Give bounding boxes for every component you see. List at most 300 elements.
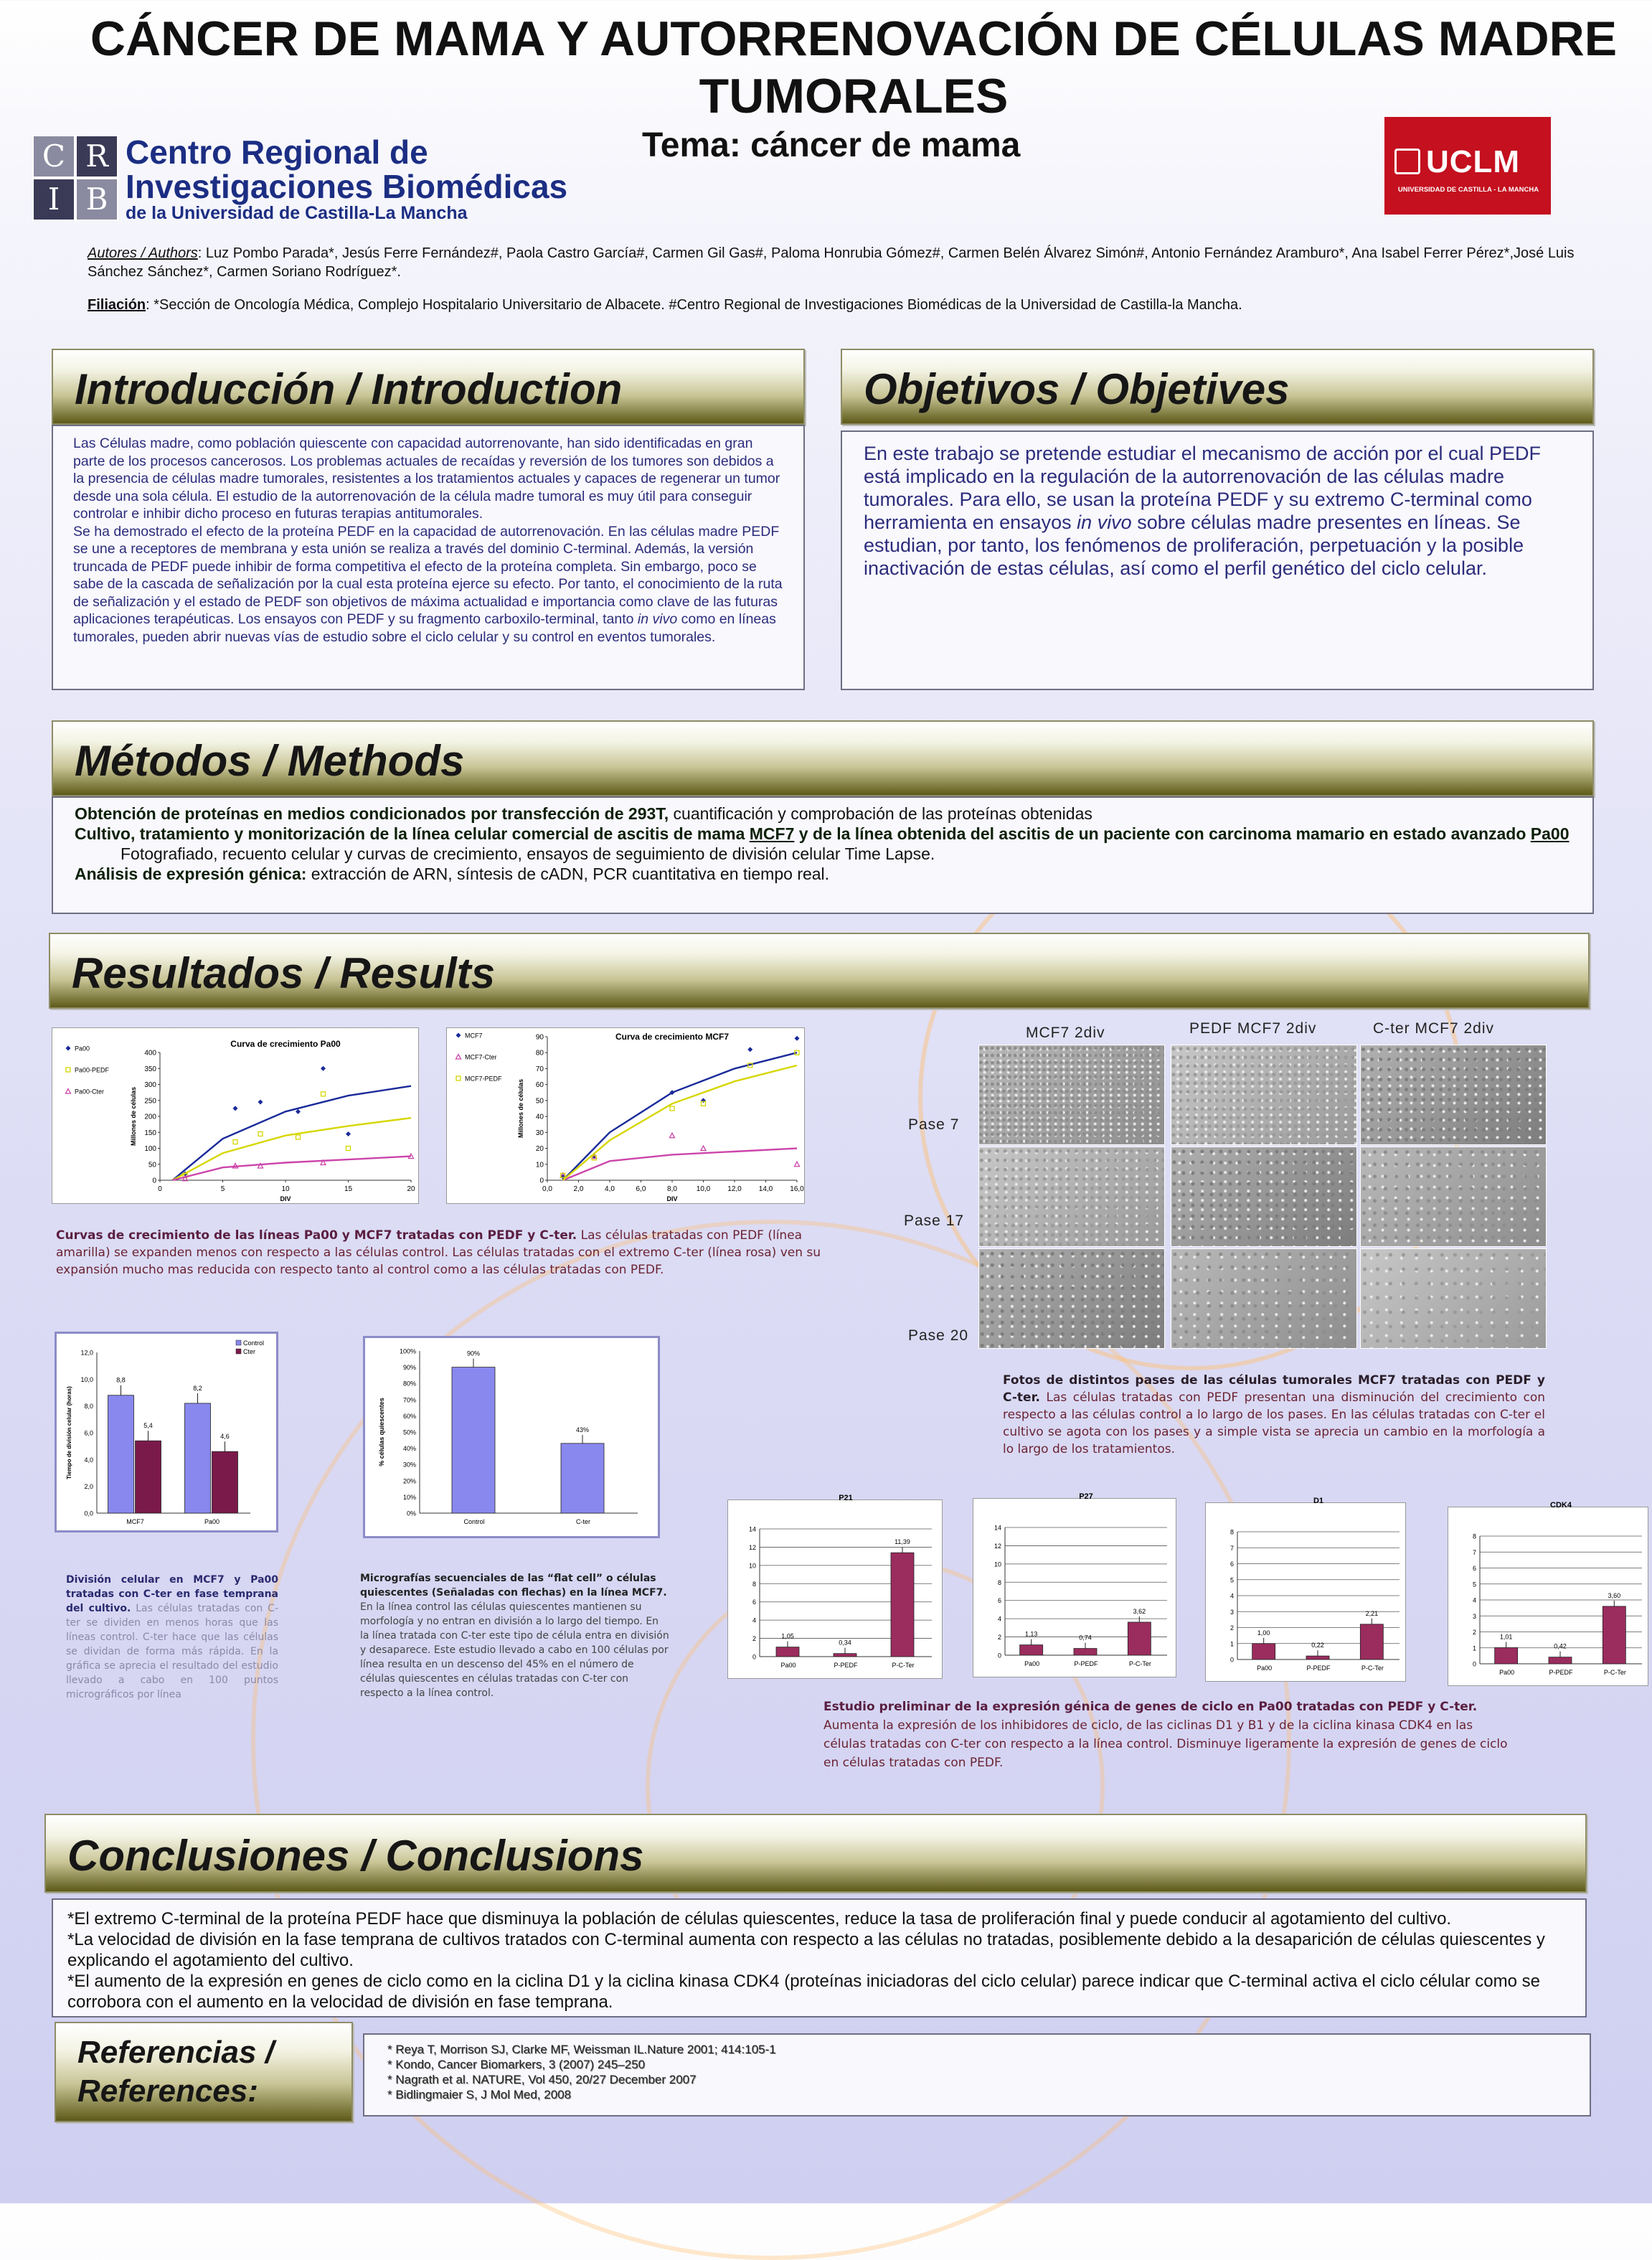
filiation-label: Filiación	[88, 297, 146, 313]
y-tick-label: 4	[1229, 1592, 1234, 1600]
x-tick-label: C-ter	[576, 1518, 590, 1525]
intro-text-run: in vivo	[637, 611, 678, 627]
y-axis-label: Millones de células	[517, 1078, 524, 1139]
data-point	[258, 1099, 263, 1104]
y-tick-label: 90	[535, 1033, 544, 1042]
legend-label: MCF7-PEDF	[465, 1075, 502, 1083]
bar	[776, 1647, 799, 1657]
data-point	[747, 1047, 752, 1052]
caption-bold: Micrografías secuenciales de las “flat cell” o células quiescentes (Señaladas con flechas) en la línea MCF7.	[360, 1573, 667, 1599]
quiescent-chart-panel	[363, 1336, 660, 1538]
legend-label: Pa00-Cter	[75, 1088, 105, 1096]
methods-bold: Obtención de proteínas en medios condicionados por transfección de 293T,	[75, 804, 669, 823]
y-tick-label: 400	[144, 1049, 156, 1058]
y-tick-label: 0	[539, 1177, 544, 1185]
crib-logo	[32, 135, 635, 225]
photo-row-label: Pase 7	[908, 1116, 960, 1133]
data-label: 0,34	[839, 1639, 851, 1647]
micrograph-image	[1360, 1248, 1547, 1349]
chart-title: D1	[1313, 1497, 1324, 1505]
y-tick-label: 10	[748, 1562, 756, 1570]
data-label: 8,8	[116, 1376, 126, 1384]
x-tick-label: 2,0	[573, 1185, 584, 1193]
x-tick-label: Pa00	[204, 1518, 220, 1525]
y-tick-label: 80	[535, 1049, 544, 1058]
x-tick-label: 10,0	[696, 1185, 711, 1193]
bar	[1020, 1645, 1043, 1655]
intro-text-run: Se ha demostrado el efecto de la proteína PEDF en la capacidad de autorrenovación. En las células madre PEDF se une a receptores de membrana y esta unión se realiza a través del dominio C-terminal. Además, la versión truncada de PEDF puede inhibir de forma competitiva el efecto de la proteína completa. Sin embargo, poco se sabe de la cascada de señalización por la cual esta proteína ejerce su efecto. Por tanto, el conocimiento de la ruta de señalización y el estado de PEDF son objetivos de máxima actualidad e importancia como clave de las futuras aplicaciones terapéuticas. Los ensayos con PEDF y su fragmento carboxilo-terminal, tanto	[73, 523, 783, 627]
x-tick-label: 15	[344, 1185, 353, 1193]
y-tick-label: 0	[997, 1652, 1001, 1659]
y-tick-label: 60%	[402, 1412, 416, 1420]
x-tick-label: P-PEDF	[1074, 1660, 1098, 1667]
x-tick-label: Control	[463, 1518, 485, 1525]
growth-chart-pa00	[52, 1028, 420, 1205]
references-heading-line: Referencias /	[77, 2035, 274, 2070]
gene-chart-cdk4	[1448, 1501, 1648, 1685]
x-tick-label: Pa00	[1499, 1669, 1515, 1676]
y-tick-label: 0	[152, 1177, 156, 1185]
legend-label: MCF7-Cter	[465, 1053, 497, 1061]
data-label: 8,2	[193, 1384, 202, 1392]
uclm-emblem-icon	[1394, 149, 1420, 174]
y-tick-label: 12,0	[80, 1349, 93, 1357]
x-tick-label: P-C-Ter	[1603, 1669, 1626, 1676]
y-tick-label: 0	[1229, 1656, 1234, 1664]
crib-letter: R	[75, 135, 118, 178]
caption-text: Las células tratadas con PEDF (línea amarilla) se expanden menos con respecto a las células control. Las células tratadas con el extremo C-ter (línea rosa) ven su expansión mucho mas reducida con respecto tanto al control como a las células tratadas con PEDF.	[56, 1228, 821, 1277]
poster-subtitle: Tema: cáncer de mama	[642, 126, 1021, 164]
objectives-text	[842, 432, 1592, 590]
y-tick-label: 8	[997, 1578, 1001, 1586]
uclm-logo	[1384, 117, 1551, 215]
y-tick-label: 8	[1229, 1528, 1234, 1536]
objectives-text-run: in vivo	[1077, 512, 1132, 533]
chart-title: P21	[839, 1494, 853, 1502]
data-point	[346, 1131, 351, 1136]
conclusion-item: *El aumento de la expresión en genes de ciclo como en la ciclina D1 y la ciclina kinasa CDK4 (proteínas iniciadoras del ciclo celular) parece indicar que C-terminal activa el ciclo célular como se corrobora con el aumento en la velocidad de división en fase temprana.	[67, 1972, 1540, 2012]
x-tick-label: 14,0	[758, 1185, 773, 1193]
y-tick-label: 80%	[402, 1380, 416, 1388]
intro-text-run: como en líneas tumorales, pueden abrir nuevas vías de estudio sobre el ciclo celular y su control en eventos tumorales.	[73, 611, 776, 645]
y-tick-label: 8,0	[84, 1403, 93, 1411]
data-label: 0,42	[1554, 1642, 1567, 1650]
data-label: 3,60	[1608, 1591, 1621, 1599]
bar	[1252, 1644, 1275, 1659]
photo-row-label: Pase 17	[904, 1213, 965, 1229]
bar	[1549, 1657, 1572, 1664]
y-tick-label: 30	[535, 1129, 544, 1137]
filiation-text: : *Sección de Oncología Médica, Complejo Hospitalario Universitario de Albacete. #Centro Regional de Investigaciones Biomédicas de la Universidad de Castilla-la Mancha.	[146, 297, 1242, 313]
y-tick-label: 10%	[402, 1493, 416, 1501]
results-heading	[49, 933, 1590, 1009]
y-axis-label: Millones de células	[130, 1086, 137, 1147]
y-tick-label: 5	[1472, 1581, 1476, 1588]
y-tick-label: 100	[144, 1145, 156, 1153]
y-tick-label: 6,0	[84, 1429, 93, 1437]
chart-title: Curva de crecimiento MCF7	[615, 1032, 730, 1042]
y-tick-label: 12	[748, 1543, 756, 1551]
conclusions-text	[53, 1900, 1585, 2021]
bar	[212, 1451, 238, 1513]
y-tick-label: 40%	[402, 1445, 416, 1453]
gene-chart-p27	[973, 1492, 1176, 1677]
y-tick-label: 4	[997, 1615, 1001, 1623]
y-tick-label: 40	[535, 1113, 544, 1121]
y-axis-label: % células quiescentes	[378, 1398, 385, 1466]
y-tick-label: 6	[1472, 1565, 1476, 1572]
data-label: 4,6	[220, 1433, 230, 1441]
y-tick-label: 3	[1472, 1612, 1476, 1620]
y-tick-label: 2	[752, 1635, 756, 1643]
bar	[1360, 1624, 1383, 1659]
micrograph-image	[1360, 1147, 1547, 1247]
x-tick-label: 10	[281, 1185, 290, 1193]
y-tick-label: 250	[144, 1097, 156, 1106]
chart-title: CDK4	[1550, 1501, 1572, 1510]
methods-bold: Análisis de expresión génica:	[75, 865, 307, 883]
x-tick-label: P-C-Ter	[1128, 1660, 1151, 1667]
bar	[108, 1395, 134, 1513]
y-tick-label: 8	[1472, 1532, 1476, 1540]
division-chart-panel	[55, 1332, 278, 1532]
micrograph-image	[1171, 1248, 1357, 1349]
y-tick-label: 50	[148, 1161, 156, 1169]
gene-chart-d1-panel	[1205, 1497, 1406, 1682]
methods-line	[75, 804, 1571, 824]
gene-chart-p21-panel	[727, 1494, 943, 1679]
y-tick-label: 3	[1229, 1608, 1234, 1616]
data-label: 1,01	[1499, 1633, 1513, 1641]
bar	[185, 1403, 211, 1513]
methods-heading	[52, 720, 1594, 796]
y-tick-label: 150	[144, 1129, 156, 1137]
division-chart	[57, 1334, 276, 1530]
y-tick-label: 7	[1229, 1544, 1234, 1552]
legend-label: Cter	[243, 1348, 256, 1355]
methods-bold: y de la línea obtenida del ascitis de un paciente con carcinoma mamario en estado avanzado	[794, 824, 1531, 843]
data-label: 0,74	[1079, 1634, 1092, 1642]
y-tick-label: 2	[997, 1634, 1001, 1642]
x-tick-label: 12,0	[727, 1185, 742, 1193]
references-box	[363, 2033, 1591, 2117]
data-label: 3,62	[1133, 1607, 1146, 1615]
x-tick-label: P-PEDF	[1306, 1665, 1331, 1672]
y-tick-label: 2,0	[84, 1483, 93, 1491]
data-point	[233, 1106, 238, 1111]
reference-item: * Reya T, Morrison SJ, Clarke MF, Weissman IL.Nature 2001; 414:105-1	[387, 2043, 776, 2056]
y-tick-label: 70	[535, 1065, 544, 1073]
intro-paragraph	[73, 523, 783, 646]
x-tick-label: 20	[407, 1185, 415, 1193]
y-tick-label: 0	[752, 1653, 756, 1661]
x-tick-label: P-C-Ter	[1361, 1665, 1384, 1672]
methods-underlined: Pa00	[1530, 824, 1570, 843]
y-tick-label: 6	[997, 1597, 1001, 1605]
data-label: 0,22	[1311, 1642, 1324, 1649]
bar	[136, 1441, 161, 1513]
data-point	[456, 1076, 461, 1080]
authors-label: Autores / Authors	[88, 245, 198, 261]
legend-label: MCF7	[465, 1032, 483, 1040]
y-tick-label: 14	[993, 1524, 1001, 1532]
data-label: 2,21	[1365, 1609, 1379, 1617]
chart-title: Curva de crecimiento Pa00	[230, 1039, 341, 1049]
x-tick-label: Pa00	[1257, 1665, 1273, 1672]
caption-text: Aumenta la expresión de los inhibidores de ciclo, de las ciclinas D1 y B1 y de la ciclina kinasa CDK4 en las células tratadas con C-ter con respecto a la línea control. Disminuye ligeramente la expresión de genes de ciclo en células tratadas con PEDF.	[823, 1718, 1508, 1770]
data-label: 1,00	[1257, 1629, 1270, 1637]
y-tick-label: 1	[1229, 1640, 1234, 1648]
y-tick-label: 4	[752, 1616, 756, 1624]
bar	[1074, 1649, 1097, 1655]
quiescent-chart	[365, 1338, 658, 1536]
gene-chart-d1	[1206, 1497, 1405, 1681]
intro-paragraph: Las Células madre, como población quiescente con capacidad autorrenovante, han sido identificadas en gran parte de los procesos cancerosos. Los problemas actuales de recaídas y reversión de los tumores son debidos a la presencia de células madre tumorales, resistentes a los tratamientos actuales y capaces de regenerar un tumor desde una sola célula. El estudio de la autorrenovación de la célula madre tumoral es muy útil para conseguir controlar e inhibir dicho proceso en futuras terapias antitumorales.	[73, 435, 780, 522]
data-point	[346, 1147, 351, 1151]
conclusions-heading-text: Conclusiones / Conclusions	[67, 1832, 644, 1880]
growth-caption	[56, 1227, 823, 1279]
y-tick-label: 20%	[402, 1477, 416, 1485]
references-heading-line: References:	[77, 2073, 258, 2109]
trend-line	[563, 1053, 797, 1180]
data-label: 90%	[466, 1350, 481, 1357]
data-point	[233, 1140, 237, 1144]
data-point	[409, 1154, 414, 1159]
poster-title: CÁNCER DE MAMA Y AUTORRENOVACIÓN DE CÉLULAS MADRE TUMORALES	[90, 11, 1618, 123]
x-tick-label: P-PEDF	[1549, 1669, 1573, 1676]
y-tick-label: 10	[993, 1560, 1001, 1568]
methods-underlined: MCF7	[749, 824, 795, 843]
x-tick-label: P-C-Ter	[892, 1662, 915, 1669]
y-tick-label: 12	[993, 1542, 1001, 1550]
methods-heading-text: Métodos / Methods	[75, 737, 465, 785]
y-tick-label: 6	[1229, 1560, 1234, 1568]
crib-subtitle: de la Universidad de Castilla-La Mancha	[126, 203, 468, 223]
bar	[1603, 1606, 1625, 1664]
x-axis-label: DIV	[280, 1195, 291, 1202]
references-list	[364, 2035, 1590, 2109]
methods-bold: Cultivo, tratamiento y monitorización de la línea celular comercial de ascitis de mama	[75, 824, 750, 843]
uclm-name: UCLM	[1426, 144, 1521, 179]
methods-text	[53, 798, 1592, 890]
caption-bold: División celular en MCF7 y Pa00 tratadas con C-ter en fase temprana del cultivo.	[66, 1574, 278, 1614]
gene-chart-p27-panel	[973, 1492, 1176, 1677]
micrograph-image	[1171, 1045, 1357, 1145]
legend-swatch	[236, 1349, 241, 1354]
photo-caption	[1003, 1372, 1545, 1458]
data-label: 43%	[575, 1426, 590, 1433]
legend-label: Pa00-PEDF	[75, 1066, 110, 1074]
bar	[1306, 1656, 1329, 1659]
division-caption	[66, 1573, 278, 1702]
y-tick-label: 5	[1229, 1576, 1234, 1584]
y-tick-label: 30%	[402, 1461, 416, 1469]
bar	[1495, 1648, 1518, 1664]
chart-title: P27	[1079, 1492, 1093, 1501]
y-tick-label: 7	[1472, 1548, 1476, 1556]
y-tick-label: 0%	[406, 1510, 416, 1517]
authors	[88, 244, 1580, 281]
data-point	[66, 1046, 71, 1051]
growth-chart-mcf7-panel	[446, 1027, 805, 1204]
intro-heading	[52, 349, 805, 425]
y-tick-label: 6	[752, 1599, 756, 1606]
bar	[834, 1654, 856, 1657]
data-label: 1,13	[1024, 1630, 1038, 1638]
legend-swatch	[236, 1340, 241, 1345]
y-tick-label: 0	[1472, 1660, 1476, 1668]
y-tick-label: 350	[144, 1065, 156, 1073]
photo-col-label: MCF7 2div	[1026, 1025, 1105, 1041]
bar	[891, 1553, 914, 1657]
reference-item: * Bidlingmaier S, J Mol Med, 2008	[387, 2088, 572, 2101]
y-tick-label: 100%	[399, 1347, 416, 1355]
y-tick-label: 0,0	[84, 1510, 93, 1517]
legend-label: Control	[243, 1339, 265, 1347]
data-point	[456, 1055, 461, 1060]
data-point	[456, 1033, 461, 1038]
y-tick-label: 60	[535, 1081, 544, 1090]
legend-label: Pa00	[75, 1045, 90, 1053]
micrograph-image	[978, 1147, 1165, 1247]
objectives-text-run: En este trabajo se pretende estudiar el mecanismo de acción por el cual PEDF está implicado en la regulación de la autorrenovación de las células madre tumorales. Para ello, se usan la proteína PEDF y su extremo C-terminal como herramienta en ensayos	[864, 443, 1542, 533]
quiescent-caption	[360, 1571, 670, 1700]
growth-chart-mcf7	[447, 1028, 806, 1205]
y-tick-label: 200	[144, 1113, 156, 1121]
y-tick-label: 4,0	[84, 1456, 93, 1464]
uclm-subtitle: UNIVERSIDAD DE CASTILLA - LA MANCHA	[1397, 186, 1539, 194]
objectives-heading	[841, 349, 1594, 425]
x-tick-label: 0	[158, 1185, 162, 1193]
x-tick-label: 8,0	[667, 1185, 677, 1193]
y-tick-label: 1	[1472, 1644, 1476, 1652]
data-point	[795, 1162, 800, 1167]
results-heading-text: Resultados / Results	[72, 949, 496, 997]
data-label: 1,05	[781, 1632, 794, 1640]
x-tick-label: 4,0	[605, 1185, 615, 1193]
crib-name	[126, 135, 642, 204]
methods-text-run: cuantificación y comprobación de las proteínas obtenidas	[669, 804, 1092, 823]
conclusions-heading	[44, 1814, 1587, 1893]
conclusion-item: *La velocidad de división en la fase temprana de cultivos tratados con C-terminal aumenta con respecto a las células no tratadas, posiblemente debido a la desaparición de células quiescentes y explicando el agotamiento del cultivo.	[67, 1930, 1545, 1970]
y-tick-label: 70%	[402, 1396, 416, 1404]
photo-col-label: C-ter MCF7 2div	[1373, 1020, 1495, 1037]
y-tick-label: 4	[1472, 1596, 1476, 1604]
caption-text: Las células tratadas con PEDF presentan una disminución del crecimiento con respecto a las células control a lo largo de los pases. En las células tratadas con C-ter el cultivo se agota con los pases y a simple vista se aprecia un cambio en la morfología a lo largo de los tratamientos.	[1003, 1390, 1545, 1456]
data-point	[321, 1092, 326, 1096]
intro-text	[53, 426, 803, 654]
data-point	[66, 1068, 70, 1072]
y-tick-label: 2	[1229, 1624, 1234, 1632]
crib-letter: B	[75, 178, 118, 221]
intro-box	[52, 425, 805, 690]
photo-row-label: Pase 20	[908, 1327, 969, 1344]
micrograph-image	[978, 1248, 1165, 1349]
photo-col-label: PEDF MCF7 2div	[1189, 1020, 1317, 1037]
x-tick-label: 0,0	[542, 1185, 552, 1193]
intro-heading-text: Introducción / Introduction	[75, 365, 623, 413]
data-point	[296, 1135, 301, 1139]
methods-text-run: extracción de ARN, síntesis de cADN, PCR cuantitativa en tiempo real.	[306, 865, 830, 883]
y-tick-label: 8	[752, 1580, 756, 1588]
references-heading	[55, 2022, 353, 2122]
x-tick-label: 16,0	[790, 1185, 804, 1193]
bar	[561, 1444, 604, 1513]
data-point	[296, 1109, 301, 1114]
y-axis-label: Tiempo de división celular (horas)	[66, 1386, 72, 1479]
x-axis-label: DIV	[666, 1195, 678, 1202]
conclusion-item: *El extremo C-terminal de la proteína PEDF hace que disminuya la población de células quiescentes, reduce la tasa de proliferación final y puede conducir al agotamiento del cultivo.	[67, 1909, 1452, 1929]
data-point	[321, 1066, 326, 1071]
trend-line	[173, 1086, 412, 1180]
x-tick-label: 6,0	[636, 1185, 646, 1193]
caption-bold: Fotos de distintos pases de las células tumorales MCF7 tratadas con PEDF y C-ter.	[1003, 1373, 1545, 1405]
data-point	[670, 1133, 675, 1138]
caption-bold: Estudio preliminar de la expresión génica de genes de ciclo en Pa00 tratadas con PEDF y C-ter.	[823, 1700, 1478, 1714]
objectives-text-run: sobre células madre presentes en líneas. Se estudian, por tanto, los fenómenos de proliferación, perpetuación y la posible inactivación de estas células, así como el perfil genético del ciclo celular.	[864, 512, 1524, 579]
micrograph-image	[1171, 1147, 1357, 1247]
y-tick-label: 10	[535, 1161, 544, 1169]
x-tick-label: P-PEDF	[834, 1662, 858, 1669]
conclusions-box	[52, 1898, 1587, 2017]
y-tick-label: 10,0	[80, 1375, 93, 1383]
authors-list: : Luz Pombo Parada*, Jesús Ferre Fernández#, Paola Castro García#, Carmen Gil Gas#, Paloma Honrubia Gómez#, Carmen Belén Álvarez Simón#, Antonio Fernández Aramburo*, Ana Isabel Ferrer Pérez*,José Luis Sánchez Sánchez*, Carmen Soriano Rodríguez*.	[88, 245, 1575, 280]
trend-line	[563, 1149, 797, 1180]
growth-chart-pa00-panel	[52, 1027, 419, 1204]
data-point	[258, 1131, 263, 1136]
data-label: 11,39	[895, 1538, 910, 1546]
data-point	[670, 1106, 674, 1111]
data-label: 5,4	[143, 1422, 153, 1430]
y-tick-label: 2	[1472, 1629, 1476, 1636]
gene-chart-p21	[728, 1494, 942, 1678]
crib-letter: I	[32, 178, 75, 221]
trend-line	[563, 1065, 797, 1180]
y-tick-label: 20	[535, 1145, 544, 1154]
gene-chart-cdk4-panel	[1448, 1501, 1648, 1686]
micrograph-image	[978, 1045, 1165, 1145]
y-tick-label: 300	[144, 1081, 156, 1089]
data-point	[795, 1036, 800, 1041]
gene-caption	[823, 1698, 1512, 1772]
micrograph-image	[1360, 1045, 1547, 1145]
caption-bold: Curvas de crecimiento de las líneas Pa00 y MCF7 tratadas con PEDF y C-ter.	[56, 1228, 577, 1243]
methods-box	[52, 796, 1594, 914]
objectives-box	[841, 430, 1594, 690]
methods-line	[75, 824, 1571, 844]
data-point	[66, 1089, 71, 1094]
x-tick-label: Pa00	[780, 1662, 796, 1669]
filiation	[88, 297, 1580, 314]
crib-name-line: Investigaciones Biomédicas	[126, 168, 568, 205]
bar	[1128, 1622, 1151, 1655]
y-tick-label: 50%	[402, 1428, 416, 1436]
y-tick-label: 14	[748, 1525, 756, 1533]
caption-text: En la línea control las células quiescentes mantienen su morfología y no entran en división a lo largo del tiempo. En la línea tratada con C-ter este tipo de célula entra en división y desaparece. Este estudio llevado a cabo en 100 células por línea resulta en un descenso del 45% en el número de células quiescentes en células tratadas con C-ter con respecto a la línea control.	[360, 1601, 669, 1699]
x-tick-label: Pa00	[1024, 1660, 1040, 1667]
trend-line	[173, 1157, 412, 1180]
caption-text: Las células tratadas con C-ter se dividen en menos horas que las líneas control. C-ter hace que las células se dividan de forma más rápida. En la gráfica se aprecia el resultado del estudio llevado a cabo en 100 puntos micrográficos por línea	[66, 1603, 278, 1700]
y-tick-label: 50	[535, 1097, 544, 1106]
crib-name-line: Centro Regional de	[126, 133, 428, 171]
reference-item: * Nagrath et al. NATURE, Vol 450, 20/27 December 2007	[387, 2073, 697, 2086]
reference-item: * Kondo, Cancer Biomarkers, 3 (2007) 245–250	[387, 2058, 646, 2071]
methods-line	[75, 864, 1571, 884]
y-tick-label: 90%	[402, 1364, 416, 1372]
data-point	[701, 1146, 706, 1151]
bar	[452, 1367, 495, 1513]
objectives-heading-text: Objetivos / Objetives	[864, 365, 1290, 413]
